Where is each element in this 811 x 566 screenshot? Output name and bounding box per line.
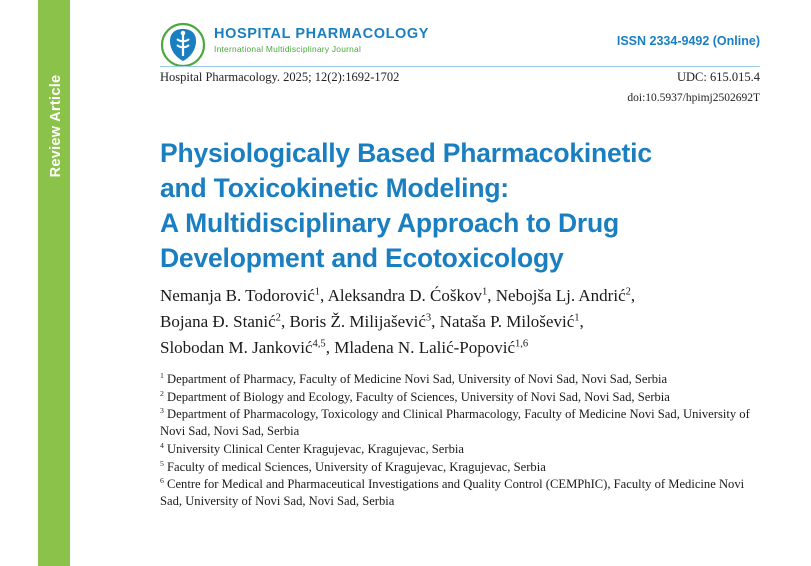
page-title	[160, 136, 760, 277]
citation-row	[160, 70, 760, 85]
affiliation-item: $^2$ Department of Biology and Ecology, Faculty of Sciences, University of Novi Sad, Novi Sad, Serbia	[160, 388, 670, 404]
affiliation-item: $^6$ Centre for Medical and Pharmaceutical Investigations and Quality Control (CEMPhIC), Faculty of Medicine Novi Sad, University of Novi Sad, Novi Sad, Serbia	[160, 476, 745, 509]
journal-subtitle: International Multidisciplinary Journal	[214, 44, 362, 54]
review-article-label: Review Article	[48, 74, 64, 178]
affiliation-item: $^3$ Department of Pharmacology, Toxicology and Clinical Pharmacology, Faculty of Medicine Novi Sad, University of Novi Sad, Novi Sad, Serbia	[160, 406, 750, 439]
affiliation-item: $^5$ Faculty of medical Sciences, University of Kragujevac, Kragujevac, Serbia	[160, 458, 546, 474]
author-line: Nemanja B. Todorović$^1$, Aleksandra D. Ćoškov$^1$, Nebojša Lj. Andrić$^2$,	[160, 286, 636, 305]
doi-label: doi:10.5937/hpimj2502692T	[627, 92, 760, 104]
affiliation-item: $^4$ University Clinical Center Kragujevac, Kragujevac, Serbia	[160, 440, 464, 456]
title-line: A Multidisciplinary Approach to Drug	[160, 208, 620, 239]
journal-masthead	[160, 22, 760, 72]
journal-titles	[214, 26, 429, 54]
issn-label: ISSN 2334-9492 (Online)	[616, 34, 760, 48]
author-line: Slobodan M. Janković$^{4,5}$, Mladena N. Lalić-Popović$^{1,6}$	[160, 337, 529, 357]
article-content	[160, 0, 760, 566]
author-list	[160, 283, 760, 360]
affiliation-item: $^1$ Department of Pharmacy, Faculty of Medicine Novi Sad, University of Novi Sad, Novi Sad, Serbia	[160, 370, 668, 386]
review-article-band	[38, 0, 70, 566]
title-line: Physiologically Based Pharmacokinetic	[160, 137, 652, 168]
masthead-divider	[160, 66, 760, 67]
udc-label: UDC: 615.015.4	[677, 70, 760, 84]
affiliation-list	[160, 371, 760, 511]
author-line: Bojana Đ. Stanić$^2$, Boris Ž. Milijašević$^3$, Nataša P. Milošević$^1$,	[160, 311, 584, 331]
caduceus-shield-logo-icon	[160, 22, 206, 68]
title-line: Development and Ecotoxicology	[160, 243, 564, 274]
journal-name: HOSPITAL PHARMACOLOGY	[214, 26, 430, 42]
citation-reference: Hospital Pharmacology. 2025; 12(2):1692-1702	[160, 70, 400, 84]
title-line: and Toxicokinetic Modeling:	[160, 172, 509, 203]
